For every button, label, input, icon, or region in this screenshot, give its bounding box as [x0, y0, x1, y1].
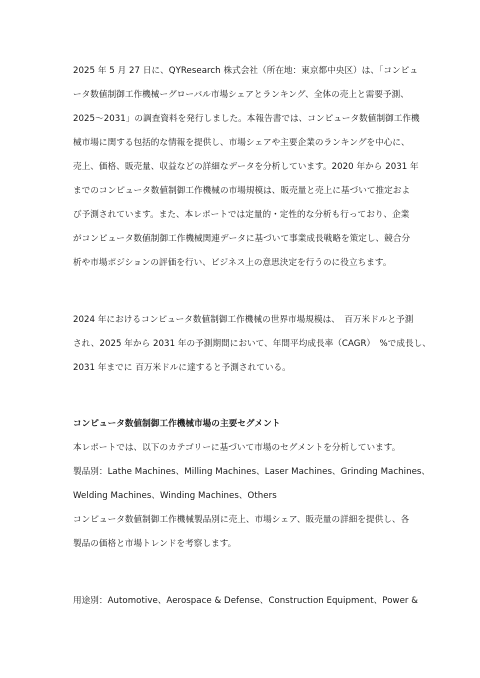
intro-line: び予測されています。また、本レポートでは定量的・定性的な分析も行っており、企業 — [73, 210, 410, 220]
intro-line: 2025 年 5 月 27 日に、QYResearch 株式会社（所在地：東京都中央区）は、「コンピュ — [73, 66, 418, 76]
market-size-line: 2024 年におけるコンピュータ数値制御工作機械の世界市場規模は、 百万米ドルと予測 — [73, 315, 414, 325]
segment-line: 製品別：Lathe Machines、Milling Machines、Laser Machines、Grinding Machines、 — [73, 467, 431, 477]
intro-line: までのコンピュータ数値制御工作機械の市場規模は、販売量と売上に基づいて推定およ — [73, 186, 411, 196]
intro-line: 2025～2031」の調査資料を発行しました。本報告書では、コンピュータ数値制御工作機 — [73, 114, 420, 124]
intro-line: ータ数値制御工作機械ーグローバル市場シェアとランキング、全体の売上と需要予測、 — [73, 90, 409, 100]
market-size-line: 2031 年までに 百万米ドルに達すると予測されている。 — [73, 363, 291, 373]
application-line: 用途別：Automotive、Aerospace & Defense、Construction Equipment、Power & — [73, 596, 419, 606]
segment-line: Welding Machines、Winding Machines、Others — [73, 491, 277, 501]
intro-line: 械市場に関する包括的な情報を提供し、市場シェアや主要企業のランキングを中心に、 — [73, 138, 410, 148]
market-size-line: され、2025 年から 2031 年の予測期間において、年間平均成長率（CAGR） %で成長し、 — [73, 339, 431, 349]
intro-line: 析や市場ポジションの評価を行い、ビジネス上の意思決定を行うのに役立ちます。 — [73, 258, 392, 268]
intro-line: 売上、価格、販売量、収益などの詳細なデータを分析しています。2020 年から 2031 年 — [73, 162, 419, 172]
segment-heading: コンピュータ数値制御工作機械市場の主要セグメント — [73, 419, 281, 429]
segment-line: 本レポートでは、以下のカテゴリーに基づいて市場のセグメントを分析しています。 — [73, 443, 401, 453]
segment-line: コンピュータ数値制御工作機械製品別に売上、市場シェア、販売量の詳細を提供し、各 — [73, 515, 410, 525]
intro-line: がコンピュータ数値制御工作機械関連データに基づいて事業成長戦略を策定し、競合分 — [73, 234, 411, 244]
segment-line: 製品の価格と市場トレンドを考察します。 — [73, 539, 237, 549]
